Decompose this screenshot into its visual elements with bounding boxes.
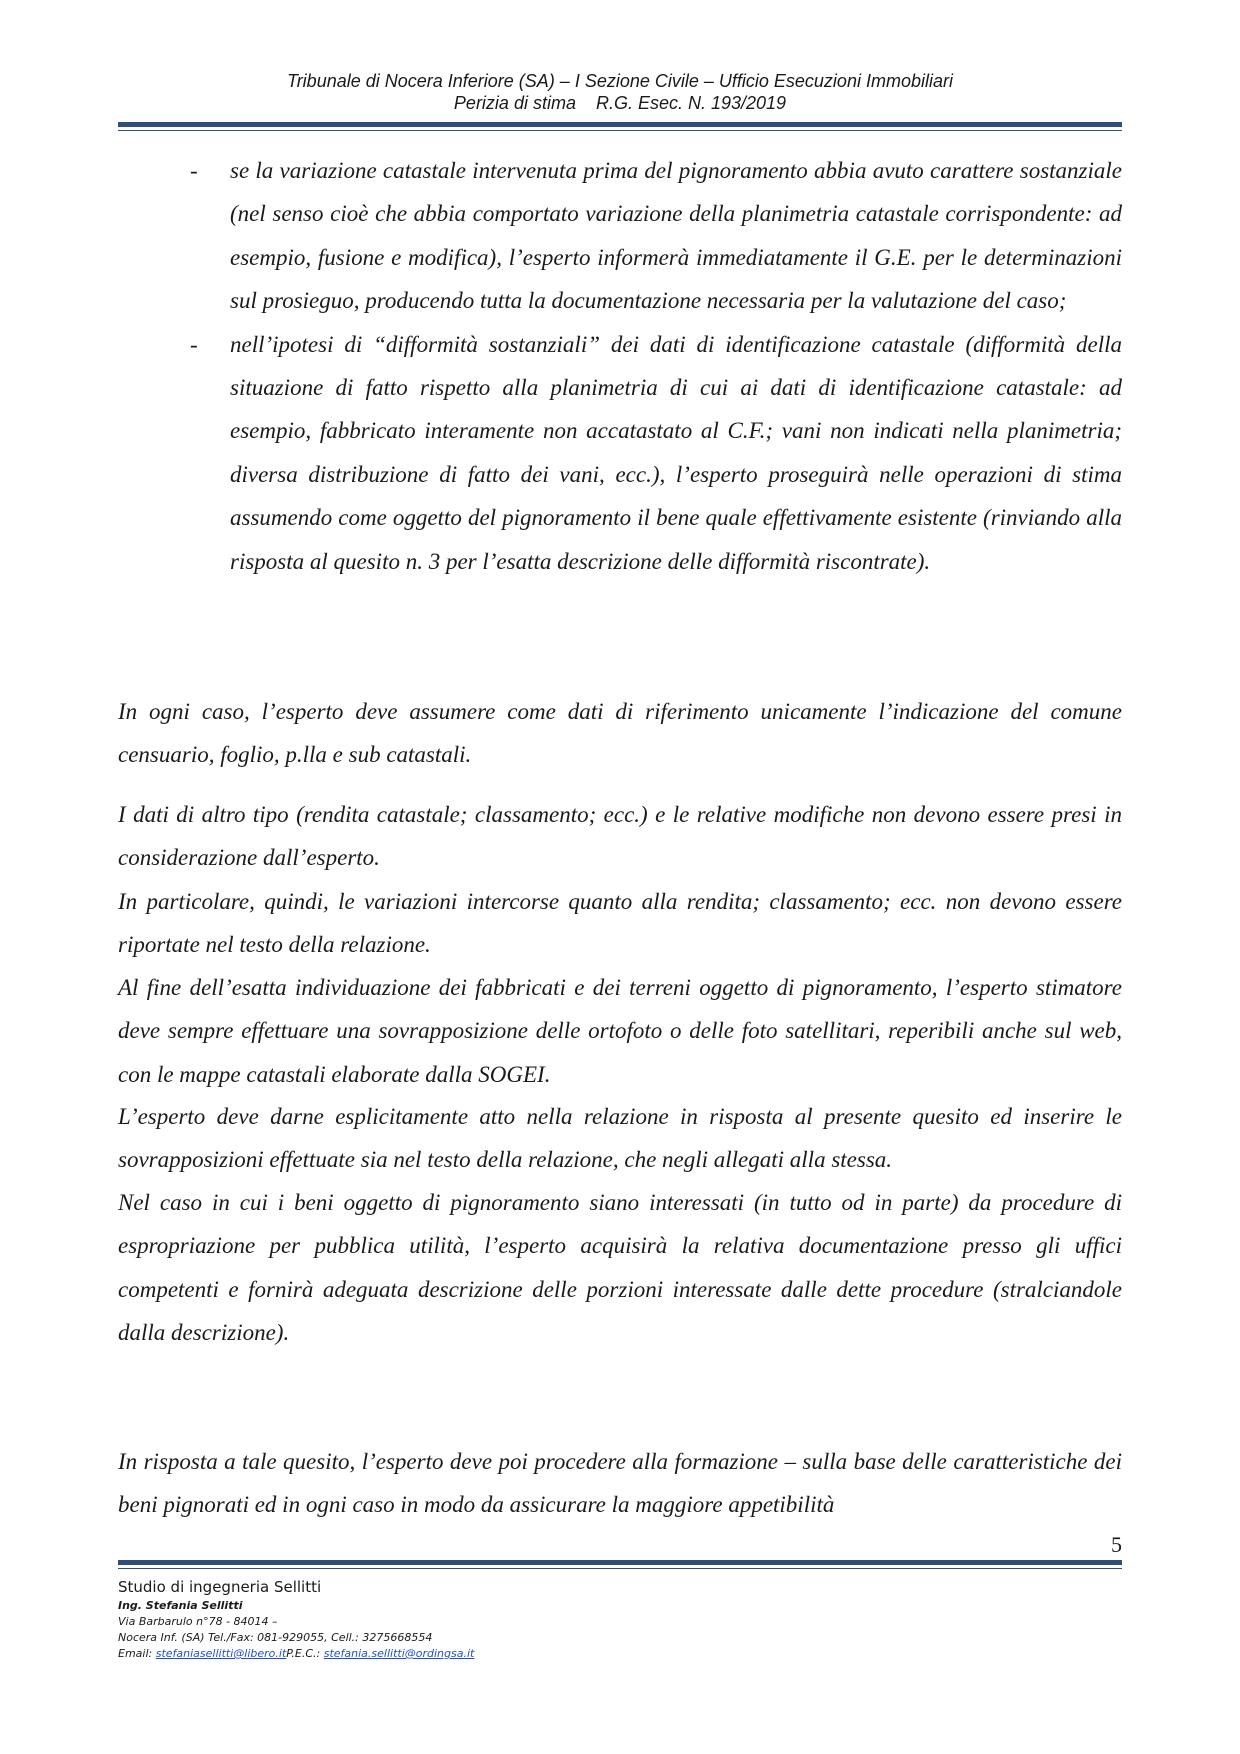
page-number: 5 (1111, 1532, 1122, 1557)
paragraph: Al fine dell’esatta individuazione dei fabbricati e dei terreni oggetto di pignoramento, l’esperto stimatore deve sempre effettuare una sovrapposizione delle ortofoto o delle foto satellitari, reperibili anche sul web, con le mappe catastali elaborate dalla SOGEI. (118, 975, 1122, 1087)
header-court-line: Tribunale di Nocera Inferiore (SA) – I Sezione Civile – Ufficio Esecuzioni Immobiliari (287, 71, 953, 91)
footer-emails (118, 1646, 818, 1662)
footer-engineer: Ing. Stefania Sellitti (118, 1599, 243, 1612)
list-item (190, 323, 1122, 583)
page-footer (118, 1576, 818, 1662)
list-item (190, 149, 1122, 323)
bullet-dash: - (190, 331, 198, 357)
email-link[interactable]: stefaniasellitti@libero.it (155, 1647, 287, 1660)
paragraph: L’esperto deve darne esplicitamente atto nella relazione in risposta al presente quesito ed inserire le sovrapposizioni effettuate sia nel testo della relazione, che negli allegati alla stessa. (118, 1104, 1122, 1173)
footer-rule-thin (118, 1568, 1122, 1569)
pec-label: P.E.C.: (286, 1647, 324, 1660)
paragraph: In ogni caso, l’esperto deve assumere come dati di riferimento unicamente l’indicazione del comune censuario, foglio, p.lla e sub catastali. (118, 699, 1122, 768)
paragraph: I dati di altro tipo (rendita catastale; classamento; ecc.) e le relative modifiche non devono essere presi in considerazione dall’esperto. (118, 802, 1122, 871)
footer-contacts: Nocera Inf. (SA) Tel./Fax: 081-929055, Cell.: 3275668554 (118, 1631, 433, 1644)
bullet-text: nell’ipotesi di “difformità sostanziali” dei dati di identificazione catastale (difformità della situazione di fatto rispetto alla planimetria di cui ai dati di identificazione catastale: ad esempio, fabbricato interamente non accatastato al C.F.; vani non indicati nella planimetria; diversa distribuzione di fatto dei vani, ecc.), l’esperto proseguirà nelle operazioni di stima assumendo come oggetto del pignoramento il bene quale effettivamente esistente (rinviando alla risposta al quesito n. 3 per l’esatta descrizione delle difformità riscontrate). (230, 331, 1122, 574)
footer-address: Via Barbarulo n°78 - 84014 – (118, 1615, 278, 1628)
header-rule-thin (118, 130, 1122, 131)
page-header (118, 70, 1122, 114)
bullet-dash: - (190, 158, 198, 183)
paragraph: In particolare, quindi, le variazioni intercorse quanto alla rendita; classamento; ecc. non devono essere riportate nel testo della relazione. (118, 889, 1122, 958)
bullet-text: se la variazione catastale intervenuta prima del pignoramento abbia avuto carattere sostanziale (nel senso cioè che abbia comportato variazione della planimetria catastale corrispondente: ad esempio, fusione e modifica), l’esperto informerà immediatamente il G.E. per le determinazioni sul prosieguo, producendo tutta la documentazione necessaria per la valutazione del caso; (230, 158, 1122, 314)
email-label: Email: (118, 1647, 156, 1660)
paragraph: In risposta a tale quesito, l’esperto deve poi procedere alla formazione – sulla base delle caratteristiche dei beni pignorati ed in ogni caso in modo da assicurare la maggiore appetibilità (118, 1449, 1122, 1518)
header-rule (118, 122, 1122, 127)
pec-link[interactable]: stefania.sellitti@ordingsa.it (323, 1647, 475, 1660)
bullet-list (190, 149, 1122, 583)
header-case-line: Perizia di stima R.G. Esec. N. 193/2019 (453, 93, 787, 113)
paragraph: Nel caso in cui i beni oggetto di pignoramento siano interessati (in tutto od in parte) da procedure di espropriazione per pubblica utilità, l’esperto acquisirà la relativa documentazione presso gli uffici competenti e fornirà adeguata descrizione delle porzioni interessate dalle dette procedure (stralciandole dalla descrizione). (118, 1190, 1122, 1346)
footer-rule (118, 1560, 1122, 1565)
footer-studio: Studio di ingegneria Sellitti (118, 1578, 322, 1596)
